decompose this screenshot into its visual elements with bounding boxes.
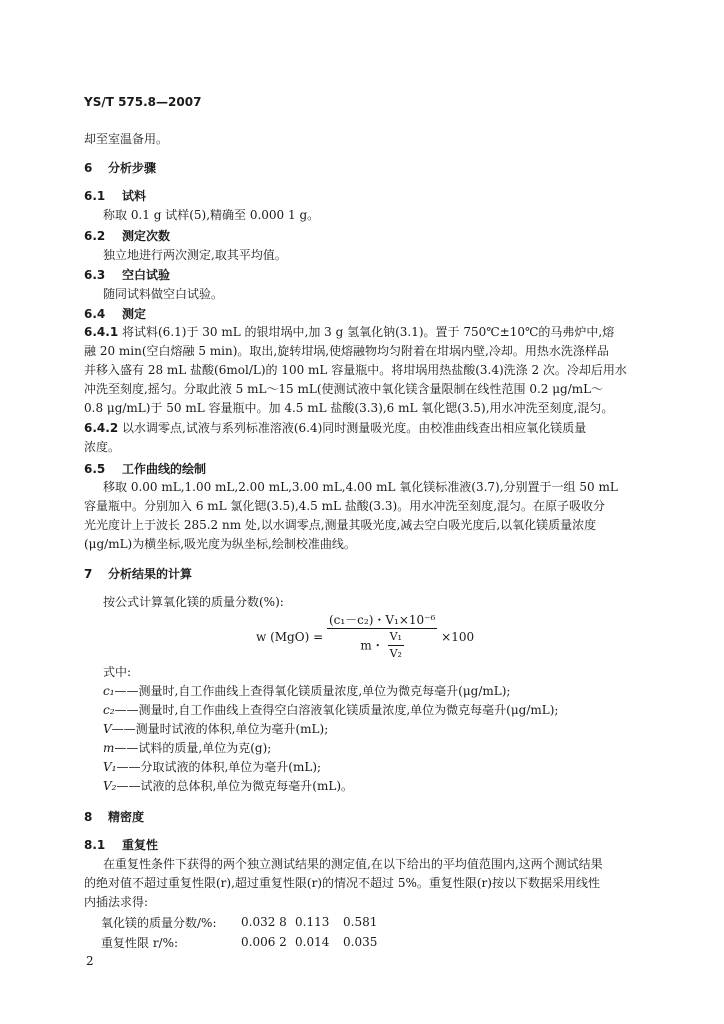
section-8-1-heading: 8.1 重复性 xyxy=(84,838,159,852)
definition-item: c₁——测量时,自工作曲线上查得氧化镁质量浓度,单位为微克每毫升(μg/mL); xyxy=(103,684,511,698)
definition-item: c₂——测量时,自工作曲线上查得空白溶液氧化镁质量浓度,单位为微克每毫升(μg/mL); xyxy=(103,703,559,717)
section-6-4-1-line: 融 20 min(空白熔融 5 min)。取出,旋转坩埚,使熔融物均匀附着在坩埚内壁,冷却。用热水洗涤样品 xyxy=(84,344,609,358)
section-6-5-line: (μg/mL)为横坐标,吸光度为纵坐标,绘制校准曲线。 xyxy=(84,537,356,551)
section-6-1-heading: 6.1 试料 xyxy=(84,189,147,203)
section-8-1-line: 的绝对值不超过重复性限(r),超过重复性限(r)的情况不超过 5%。重复性限(r)按以下数据采用线性 xyxy=(84,876,600,890)
section-6-heading: 6 分析步骤 xyxy=(84,161,157,175)
section-6-4-1-line: 6.4.1 将试料(6.1)于 30 mL 的银坩埚中,加 3 g 氢氧化钠(3.1)。置于 750℃±10℃的马弗炉中,熔 xyxy=(84,325,615,339)
section-6-4-2-line: 6.4.2 以水调零点,试液与系列标准溶液(6.4)同时测量吸光度。由校准曲线查出相应氧化镁质量 xyxy=(84,421,587,435)
section-7-heading: 7 分析结果的计算 xyxy=(84,567,193,581)
formula: w (MgO) = (c₁－c₂)・V₁×10⁻⁶ m・ $\frac{\text{V₁}}{\text{V₂}}$ ×100 xyxy=(256,613,475,660)
section-6-5-heading: 6.5 工作曲线的绘制 xyxy=(84,462,207,476)
section-6-4-1-line: 冲洗至刻度,摇匀。分取此液 5 mL～15 mL(使测试液中氧化镁含量限制在线性范围 0.2 μg/mL～ xyxy=(84,382,604,396)
table-cell: 0.113 xyxy=(295,915,330,929)
section-6-5-line: 移取 0.00 mL,1.00 mL,2.00 mL,3.00 mL,4.00 mL 氧化镁标准液(3.7),分别置于一组 50 mL xyxy=(103,480,618,494)
table-cell: 0.006 2 xyxy=(241,935,287,949)
repeatability-table xyxy=(101,912,381,952)
definition-item: V——测量时试液的体积,单位为毫升(mL); xyxy=(103,722,329,736)
table-cell: 0.581 xyxy=(343,915,378,929)
table-label: 重复性限 r/%: xyxy=(101,935,179,950)
table-cell: 0.032 8 xyxy=(241,915,287,929)
section-6-5-line: 容量瓶中。分别加入 6 mL 氯化锶(3.5),4.5 mL 盐酸(3.3)。用水冲洗至刻度,混匀。在原子吸收分 xyxy=(84,499,606,513)
definition-item: m——试料的质量,单位为克(g); xyxy=(103,741,272,755)
section-8-1-line: 内插法求得: xyxy=(84,895,149,909)
section-6-1-text: 称取 0.1 g 试样(5),精确至 0.000 1 g。 xyxy=(103,208,320,222)
section-6-2-text: 独立地进行两次测定,取其平均值。 xyxy=(103,248,287,262)
section-6-4-1-line: 0.8 μg/mL)于 50 mL 容量瓶中。加 4.5 mL 盐酸(3.3),6 mL 氧化锶(3.5),用水冲洗至刻度,混匀。 xyxy=(84,401,614,415)
table-label: 氧化镁的质量分数/%: xyxy=(101,915,217,930)
definition-item: V₂——试液的总体积,单位为微克每毫升(mL)。 xyxy=(103,779,354,793)
definition-item: V₁——分取试液的体积,单位为毫升(mL); xyxy=(103,760,322,774)
section-6-4-heading: 6.4 测定 xyxy=(84,307,147,321)
continued-text: 却至室温备用。 xyxy=(84,132,169,146)
table-cell: 0.014 xyxy=(295,935,330,949)
page-number: 2 xyxy=(86,954,94,968)
section-6-2-heading: 6.2 测定次数 xyxy=(84,229,171,243)
table-row xyxy=(101,912,381,932)
doc-number: YS/T 575.8—2007 xyxy=(84,95,202,109)
table-row xyxy=(101,932,381,952)
where-label: 式中: xyxy=(103,665,132,679)
section-6-4-2-line: 浓度。 xyxy=(84,440,121,454)
section-6-4-1-line: 并移入盛有 28 mL 盐酸(6mol/L)的 100 mL 容量瓶中。将坩埚用热盐酸(3.4)洗涤 2 次。冷却后用水 xyxy=(84,363,627,377)
section-6-3-heading: 6.3 空白试验 xyxy=(84,268,171,282)
section-8-heading: 8 精密度 xyxy=(84,810,145,824)
table-cell: 0.035 xyxy=(343,935,378,949)
formula-intro: 按公式计算氧化镁的质量分数(%): xyxy=(103,595,284,609)
section-6-3-text: 随同试料做空白试验。 xyxy=(103,287,224,301)
section-8-1-line: 在重复性条件下获得的两个独立测试结果的测定值,在以下给出的平均值范围内,这两个测试结果 xyxy=(103,857,603,871)
section-6-5-line: 光光度计上于波长 285.2 nm 处,以水调零点,测量其吸光度,减去空白吸光度后,以氧化镁质量浓度 xyxy=(84,518,597,532)
